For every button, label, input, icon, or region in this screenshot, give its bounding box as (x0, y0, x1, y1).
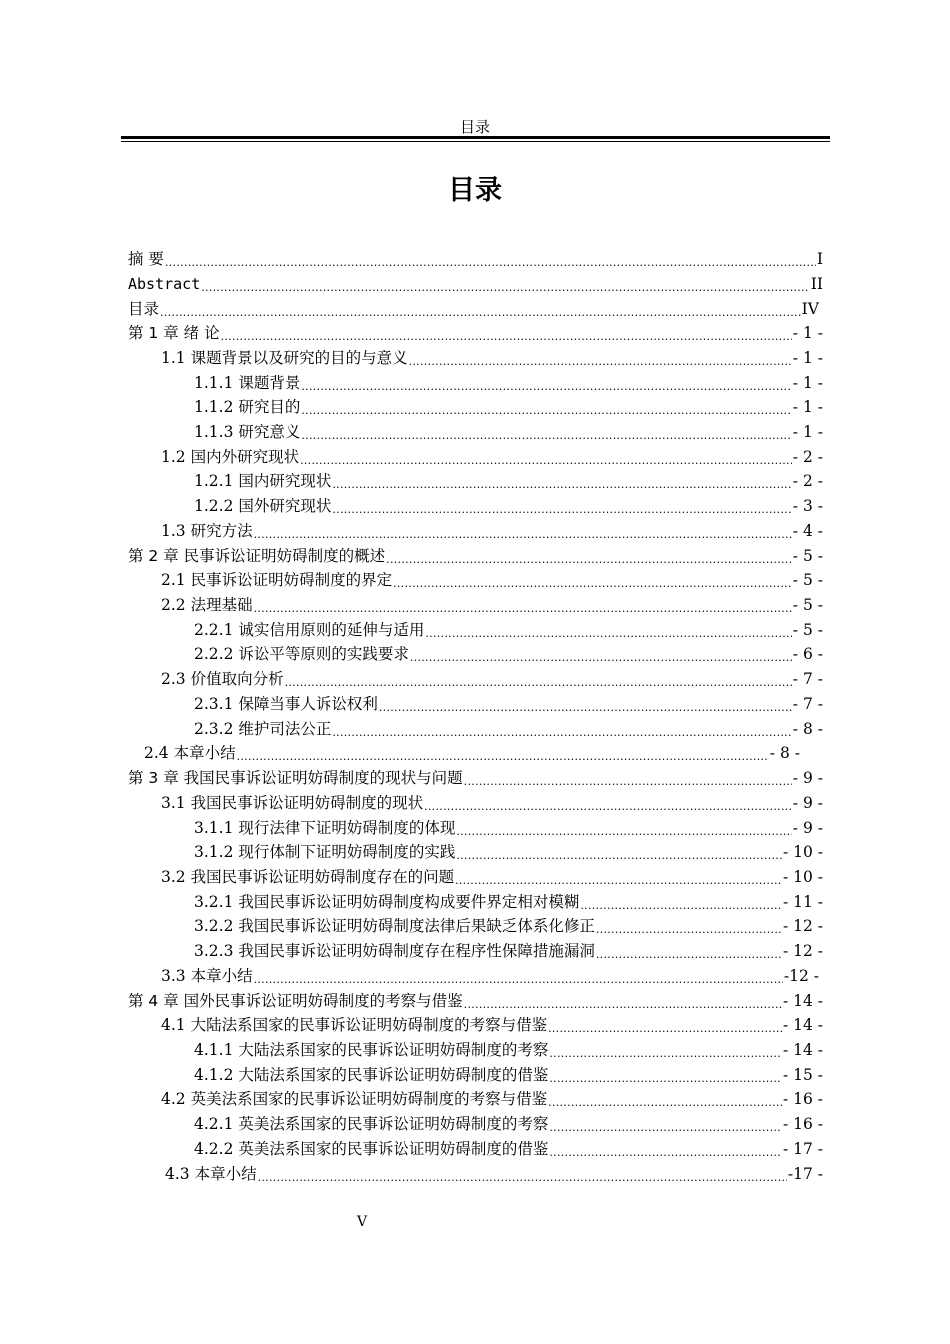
toc-entry-page: - 8 - (769, 744, 800, 762)
toc-leader-dots (464, 990, 782, 1012)
toc-leader-dots (596, 915, 782, 937)
toc-leader-dots (386, 545, 792, 567)
toc-entry[interactable] (161, 866, 823, 888)
toc-entry-label: 4.1 大陆法系国家的民事诉讼证明妨碍制度的考察与借鉴 (161, 1016, 548, 1034)
toc-entry[interactable] (161, 668, 823, 690)
toc-entry-page: - 17 - (782, 1140, 823, 1158)
toc-entry-page: - 16 - (782, 1115, 823, 1133)
toc-entry-label: 3.2.1 我国民事诉讼证明妨碍制度构成要件界定相对模糊 (194, 893, 580, 911)
toc-leader-dots (258, 1163, 787, 1185)
toc-entry-page: - 14 - (782, 1016, 823, 1034)
toc-leader-dots (549, 1113, 782, 1135)
toc-entry-label: 第 2 章 民事诉讼证明妨碍制度的概述 (128, 547, 386, 565)
toc-entry-page: -17 - (787, 1165, 823, 1183)
toc-leader-dots (393, 569, 792, 591)
toc-entry-page: - 5 - (792, 571, 823, 589)
toc-entry[interactable] (144, 742, 800, 764)
toc-entry-label: 4.2.1 英美法系国家的民事诉讼证明妨碍制度的考察 (194, 1115, 549, 1133)
toc-entry-label: 3.1.1 现行法律下证明妨碍制度的体现 (194, 819, 456, 837)
toc-leader-dots (301, 396, 791, 418)
toc-entry-label: 1.2.2 国外研究现状 (194, 497, 332, 515)
toc-leader-dots (332, 470, 791, 492)
toc-entry-page: - 14 - (782, 992, 823, 1010)
toc-leader-dots (221, 322, 792, 344)
toc-entry-label: 1.1.1 课题背景 (194, 374, 301, 392)
toc-entry-page: - 8 - (792, 720, 823, 738)
toc-entry-page: I (816, 250, 823, 268)
toc-leader-dots (379, 693, 792, 715)
toc-entry-page: - 1 - (792, 423, 823, 441)
toc-entry-page: - 5 - (792, 596, 823, 614)
toc-entry[interactable] (161, 446, 823, 468)
toc-leader-dots (160, 298, 801, 320)
toc-entry-label: 1.2 国内外研究现状 (161, 448, 300, 466)
toc-leader-dots (300, 446, 792, 468)
toc-entry[interactable] (194, 915, 823, 937)
toc-entry-page: - 1 - (792, 398, 823, 416)
toc-leader-dots (409, 347, 792, 369)
toc-entry-label: 2.2 法理基础 (161, 596, 253, 614)
toc-entry-label: 3.3 本章小结 (161, 967, 253, 985)
toc-entry[interactable] (128, 298, 819, 320)
toc-leader-dots (456, 841, 782, 863)
toc-entry[interactable] (161, 594, 823, 616)
toc-entry-page: - 12 - (782, 942, 823, 960)
toc-entry[interactable] (128, 322, 823, 344)
toc-entry-page: - 16 - (782, 1090, 823, 1108)
toc-entry-page: - 7 - (792, 695, 823, 713)
toc-entry[interactable] (194, 495, 823, 517)
toc-leader-dots (580, 891, 782, 913)
toc-entry-page: - 4 - (792, 522, 823, 540)
toc-entry-page: - 10 - (782, 843, 823, 861)
toc-leader-dots (548, 1088, 782, 1110)
toc-entry[interactable] (194, 940, 823, 962)
toc-leader-dots (332, 718, 791, 740)
toc-entry-label: 4.2 英美法系国家的民事诉讼证明妨碍制度的考察与借鉴 (161, 1090, 548, 1108)
toc-leader-dots (254, 594, 792, 616)
toc-entry[interactable] (194, 693, 823, 715)
toc-entry-label: 3.2 我国民事诉讼证明妨碍制度存在的问题 (161, 868, 455, 886)
toc-entry-label: 2.4 本章小结 (144, 744, 236, 762)
toc-entry-page: - 15 - (782, 1066, 823, 1084)
toc-entry-label: 第 1 章 绪 论 (128, 324, 220, 342)
toc-entry[interactable] (194, 1113, 823, 1135)
toc-entry-label: 4.1.2 大陆法系国家的民事诉讼证明妨碍制度的借鉴 (194, 1066, 549, 1084)
toc-entry[interactable] (194, 1039, 823, 1061)
toc-entry-label: 目录 (128, 300, 160, 318)
toc-entry[interactable] (128, 273, 823, 295)
toc-entry[interactable] (194, 396, 823, 418)
toc-leader-dots (237, 742, 769, 764)
toc-entry[interactable] (161, 1088, 823, 1110)
toc-leader-dots (455, 866, 782, 888)
header-rule-thick (121, 136, 830, 139)
toc-entry[interactable] (194, 1064, 823, 1086)
toc-leader-dots (424, 792, 792, 814)
toc-entry-label: 2.3.1 保障当事人诉讼权利 (194, 695, 378, 713)
toc-entry-page: - 6 - (792, 645, 823, 663)
toc-entry[interactable] (128, 248, 823, 270)
toc-entry[interactable] (194, 421, 823, 443)
toc-entry-label: 2.2.1 诚实信用原则的延伸与适用 (194, 621, 425, 639)
toc-entry-page: - 9 - (792, 794, 823, 812)
toc-leader-dots (301, 372, 791, 394)
toc-entry[interactable] (194, 1138, 823, 1160)
toc-leader-dots (456, 817, 791, 839)
toc-entry[interactable] (194, 619, 823, 641)
toc-entry[interactable] (194, 643, 823, 665)
toc-entry-page: II (810, 275, 823, 293)
toc-entry-label: 4.2.2 英美法系国家的民事诉讼证明妨碍制度的借鉴 (194, 1140, 549, 1158)
toc-leader-dots (549, 1064, 782, 1086)
toc-entry-page: - 1 - (792, 349, 823, 367)
toc-entry-page: - 9 - (792, 819, 823, 837)
toc-entry[interactable] (161, 1014, 823, 1036)
toc-entry-label: 2.3 价值取向分析 (161, 670, 284, 688)
toc-entry-page: -12 - (783, 967, 819, 985)
toc-leader-dots (285, 668, 792, 690)
toc-entry-page: - 10 - (782, 868, 823, 886)
toc-entry-label: 1.2.1 国内研究现状 (194, 472, 332, 490)
toc-entry-page: - 1 - (792, 324, 823, 342)
toc-entry-label: 4.1.1 大陆法系国家的民事诉讼证明妨碍制度的考察 (194, 1041, 549, 1059)
toc-entry-label: 3.1.2 现行体制下证明妨碍制度的实践 (194, 843, 456, 861)
toc-entry[interactable] (128, 545, 823, 567)
toc-entry-label: 4.3 本章小结 (165, 1165, 257, 1183)
toc-entry[interactable] (194, 718, 823, 740)
toc-entry-page: - 1 - (792, 374, 823, 392)
toc-entry[interactable] (161, 965, 819, 987)
toc-entry-label: 3.1 我国民事诉讼证明妨碍制度的现状 (161, 794, 424, 812)
toc-leader-dots (332, 495, 791, 517)
toc-entry-page: - 12 - (782, 917, 823, 935)
toc-entry-label: 3.2.3 我国民事诉讼证明妨碍制度存在程序性保障措施漏洞 (194, 942, 595, 960)
toc-entry-page: - 5 - (792, 621, 823, 639)
toc-leader-dots (549, 1138, 782, 1160)
toc-entry-label: 2.2.2 诉讼平等原则的实践要求 (194, 645, 409, 663)
toc-leader-dots (548, 1014, 782, 1036)
toc-entry-label: 摘 要 (128, 250, 164, 268)
toc-entry[interactable] (194, 470, 823, 492)
toc-entry-page: - 3 - (792, 497, 823, 515)
header-rule-thin (121, 141, 830, 142)
toc-entry-label: 2.1 民事诉讼证明妨碍制度的界定 (161, 571, 393, 589)
toc-entry-label: 1.3 研究方法 (161, 522, 253, 540)
toc-entry[interactable] (128, 767, 823, 789)
toc-entry[interactable] (194, 817, 823, 839)
page-number: V (357, 1214, 368, 1230)
toc-entry[interactable] (194, 891, 823, 913)
toc-entry-label: 3.2.2 我国民事诉讼证明妨碍制度法律后果缺乏体系化修正 (194, 917, 595, 935)
toc-entry-label: 2.3.2 维护司法公正 (194, 720, 332, 738)
toc-leader-dots (201, 273, 810, 295)
toc-entry[interactable] (161, 569, 823, 591)
toc-entry-label: Abstract (128, 275, 201, 293)
toc-entry-page: IV (801, 300, 819, 318)
toc-entry-page: - 5 - (792, 547, 823, 565)
running-header: 目录 (459, 118, 490, 136)
toc-leader-dots (410, 643, 792, 665)
toc-entry[interactable] (165, 1163, 823, 1185)
toc-leader-dots (464, 767, 792, 789)
toc-entry[interactable] (194, 841, 823, 863)
toc-entry[interactable] (161, 347, 823, 369)
toc-entry-page: - 7 - (792, 670, 823, 688)
toc-entry[interactable] (161, 520, 823, 542)
toc-entry[interactable] (161, 792, 823, 814)
toc-leader-dots (254, 520, 792, 542)
toc-entry[interactable] (128, 990, 823, 1012)
toc-entry-label: 第 4 章 国外民事诉讼证明妨碍制度的考察与借鉴 (128, 992, 463, 1010)
toc-leader-dots (596, 940, 782, 962)
toc-leader-dots (549, 1039, 782, 1061)
toc-leader-dots (254, 965, 783, 987)
toc-entry-label: 1.1.3 研究意义 (194, 423, 301, 441)
toc-entry-page: - 2 - (792, 472, 823, 490)
toc-entry-page: - 14 - (782, 1041, 823, 1059)
page-title: 目录 (448, 175, 502, 206)
toc-entry-label: 1.1 课题背景以及研究的目的与意义 (161, 349, 408, 367)
toc-entry-page: - 9 - (792, 769, 823, 787)
toc-entry-page: - 2 - (792, 448, 823, 466)
toc-entry-label: 1.1.2 研究目的 (194, 398, 301, 416)
toc-leader-dots (165, 248, 816, 270)
toc-leader-dots (301, 421, 791, 443)
toc-entry-page: - 11 - (782, 893, 823, 911)
toc-entry-label: 第 3 章 我国民事诉讼证明妨碍制度的现状与问题 (128, 769, 463, 787)
toc-entry[interactable] (194, 372, 823, 394)
toc-leader-dots (425, 619, 791, 641)
